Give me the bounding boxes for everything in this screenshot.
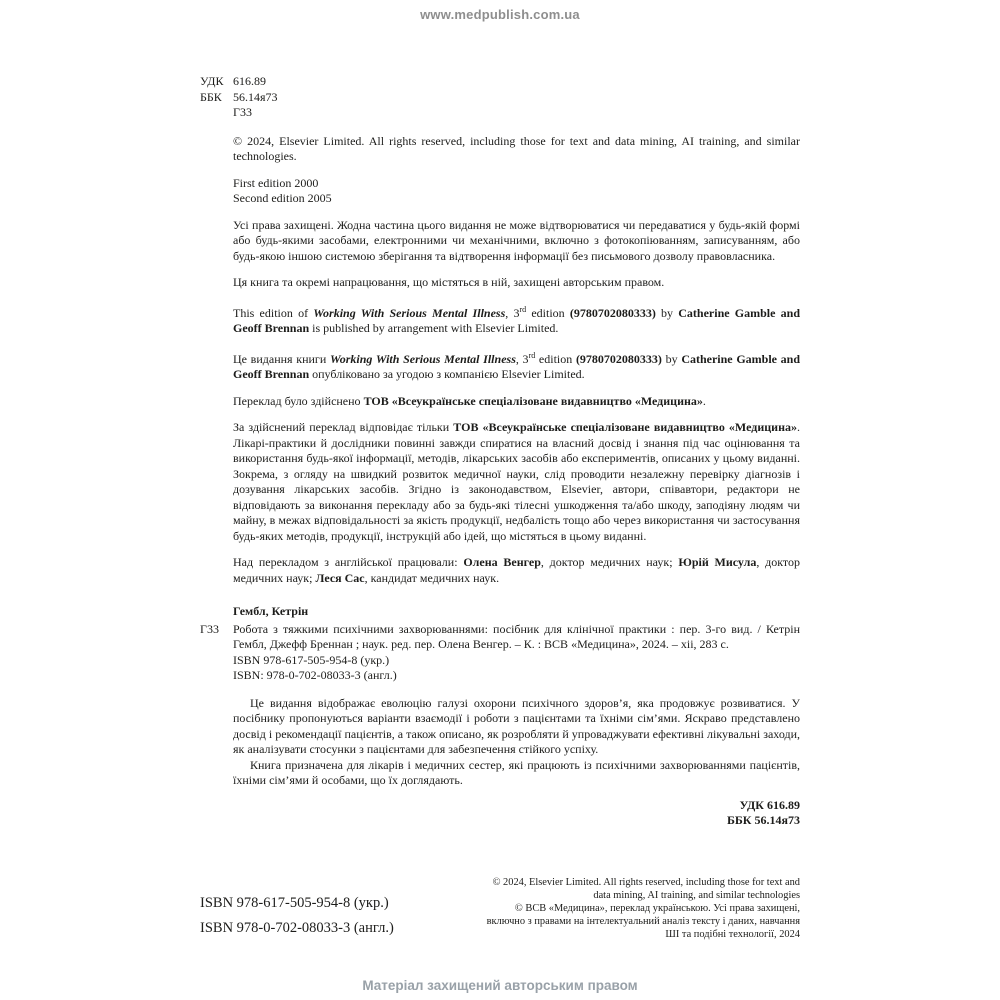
first-edition-line: First edition 2000 [233,175,319,190]
edition-statement-uk [233,348,800,383]
annotation-paragraph-2: Книга призначена для лікарів і медичних сестер, які працюють із психічними захворюваннями пацієнтів, їхніми сім’ями й особами, що їх доглядають. [233,757,800,787]
copyright-elsevier-en: © 2024, Elsevier Limited. All rights reserved, including those for text and data mining, AI training, and similar technologies. [233,133,800,163]
udc-value: 616.89 [233,74,266,88]
author-sign-row [200,105,800,121]
copyright-note: Ця книга та окремі напрацювання, що містяться в ній, захищені авторським правом. [233,275,665,289]
book-isbn13: (9780702080333) [575,351,662,366]
publisher-url: www.medpublish.com.ua [420,7,580,22]
disclaimer-paragraph [233,420,800,544]
translator-name-3: Леся Сас [315,570,365,585]
classification-codes [200,74,800,121]
text-run: edition [535,351,576,366]
publisher-name: ТОВ «Всеукраїнське спеціалізоване видавництво «Медицина» [453,420,797,434]
text-run: by [655,305,679,320]
copyright-small-block [478,876,800,941]
catalog-entry-row [200,622,800,653]
text-run: , доктор медичних наук; [540,555,679,569]
translator-name-1: Олена Венгер [463,555,541,569]
author-sign-value: Г33 [233,105,252,119]
udc-bottom: УДК 616.89 [739,797,800,812]
book-isbn13: (9780702080333) [569,305,656,320]
book-authors-en: Catherine Gamble and Geoff Brennan [233,305,801,335]
text-run: , 3 [515,351,529,366]
text-run: За здійснений переклад відповідає тільки [233,420,454,434]
text-run: , кандидат медичних наук. [364,570,500,585]
catalog-author-sign: Г33 [200,621,219,636]
bbk-code-row [200,90,800,106]
bottom-imprint-row [200,876,800,941]
text-run: . [702,393,706,408]
annotation-paragraph-1: Це видання відображає еволюцію галузі охорони психічного здоров’я, яка продовжує розвиватися. У посібнику пропонуються варіанти взаємодії і роботи з пацієнтами та їхніми сім’ями. Яскраво представлено досвід і рекомендації пацієнтів, а також описано, як розробляти й упроваджувати ефективні лікувальні заходи, як аналізувати стосунки з пацієнтами для забезпечення стійкого успіху. [233,695,800,756]
text-run: Це видання книги [233,351,330,366]
text-run: опубліковано за угодою з компанією Elsevier Limited. [309,367,585,381]
publisher-name: ТОВ «Всеукраїнське спеціалізоване видавництво «Медицина» [363,393,703,408]
translator-name-2: Юрій Мисула [678,555,757,569]
copyright-watermark: Матеріал захищений авторським правом [362,978,638,993]
isbn-block [200,891,394,941]
text-run: , доктор медичних наук; [233,555,800,585]
second-edition-line: Second edition 2005 [233,191,332,205]
text-run: is published by arrangement with Elsevier Limited. [309,321,559,335]
book-authors-uk: Catherine Gamble and Geoff Brennan [233,351,801,381]
text-run: Переклад було здійснено [233,393,364,408]
bbk-value: 56.14я73 [233,89,278,104]
text-run: edition [526,305,570,320]
udc-label: УДК [200,74,224,88]
translators-paragraph [233,555,800,586]
book-title-en: Working With Serious Mental Illness [313,305,506,320]
cataloging-in-publication-block [200,604,800,684]
rights-reserved-uk: Усі права захищені. Жодна частина цього видання не може відтворюватися чи передаватися у будь-якій формі або будь-якими засобами, електронними чи механічними, включно з фотокопіюванням, записуванням, або будь-якою іншою системою зберігання та відтворення інформації без письмового дозволу правовласника. [233,217,800,263]
edition-statement-en [233,302,800,337]
bbk-label: ББК [200,89,222,104]
copyright-medytsyna-small: © ВСВ «Медицина», переклад українською. Усі права захищені, включно з правами на інтелектуальний аналіз тексту і даних, навчання ШІ та подібні технології, 2024 [486,903,800,940]
classification-codes-bottom [200,798,800,829]
text-run: This edition of [233,305,314,320]
bbk-bottom: ББК 56.14я73 [726,813,800,827]
isbn-english: ISBN: 978-0-702-08033-3 (англ.) [233,668,397,682]
text-run: , 3 [505,305,520,320]
ordinal-superscript: rd [528,350,536,360]
udc-code-row [200,74,800,90]
annotation-block [200,696,800,789]
isbn-line-ukrainian: ISBN 978-617-505-954-8 (укр.) [200,895,389,911]
imprint-page-body [200,74,800,829]
copyright-elsevier-small: © 2024, Elsevier Limited. All rights reserved, including those for text and data mining, AI training, and similar technologies [492,877,800,901]
text-run: . Лікарі-практики й дослідники повинні завжди спиратися на власний досвід і знання під час оцінювання та використання будь-якої інформації, методів, лікарських засобів або експериментів, описаних у цьому виданні. Зокрема, з огляду на швидкий розвиток медичної науки, слід проводити незалежну перевірку діагнозів і дозування лікарських засобів. Згідно із законодавством, Elsevier, автори, співавтори, редактори не відповідають за виконання перекладу або за будь-які тілесні ушкодження та/або шкоду, заподіяну людям чи майну, в межах відповідальності за якість продукції, недбалість тощо або через використання чи застосування будь-яких методів, продукції, інструкцій або ідей, що містяться в цьому виданні. [233,420,800,543]
book-title-uk: Working With Serious Mental Illness [329,351,516,366]
catalog-entry-text: Робота з тяжкими психічними захворюваннями: посібник для клінічної практики : пер. 3-го вид. / Кетрін Гембл, Джефф Бреннан ; наук. ред. пер. Олена Венгер. – К. : ВСВ «Медицина», 2024. – xii, 283 с. [233,621,800,651]
translation-statement [233,394,800,410]
text-run: Над перекладом з англійської працювали: [233,555,464,569]
isbn-line-english: ISBN 978-0-702-08033-3 (англ.) [200,920,394,936]
text-run: by [661,351,682,366]
isbn-ukrainian: ISBN 978-617-505-954-8 (укр.) [233,652,390,667]
ordinal-superscript: rd [519,304,527,314]
author-sign-label [200,105,233,121]
catalog-author: Гембл, Кетрін [233,604,309,618]
edition-history [233,176,800,207]
